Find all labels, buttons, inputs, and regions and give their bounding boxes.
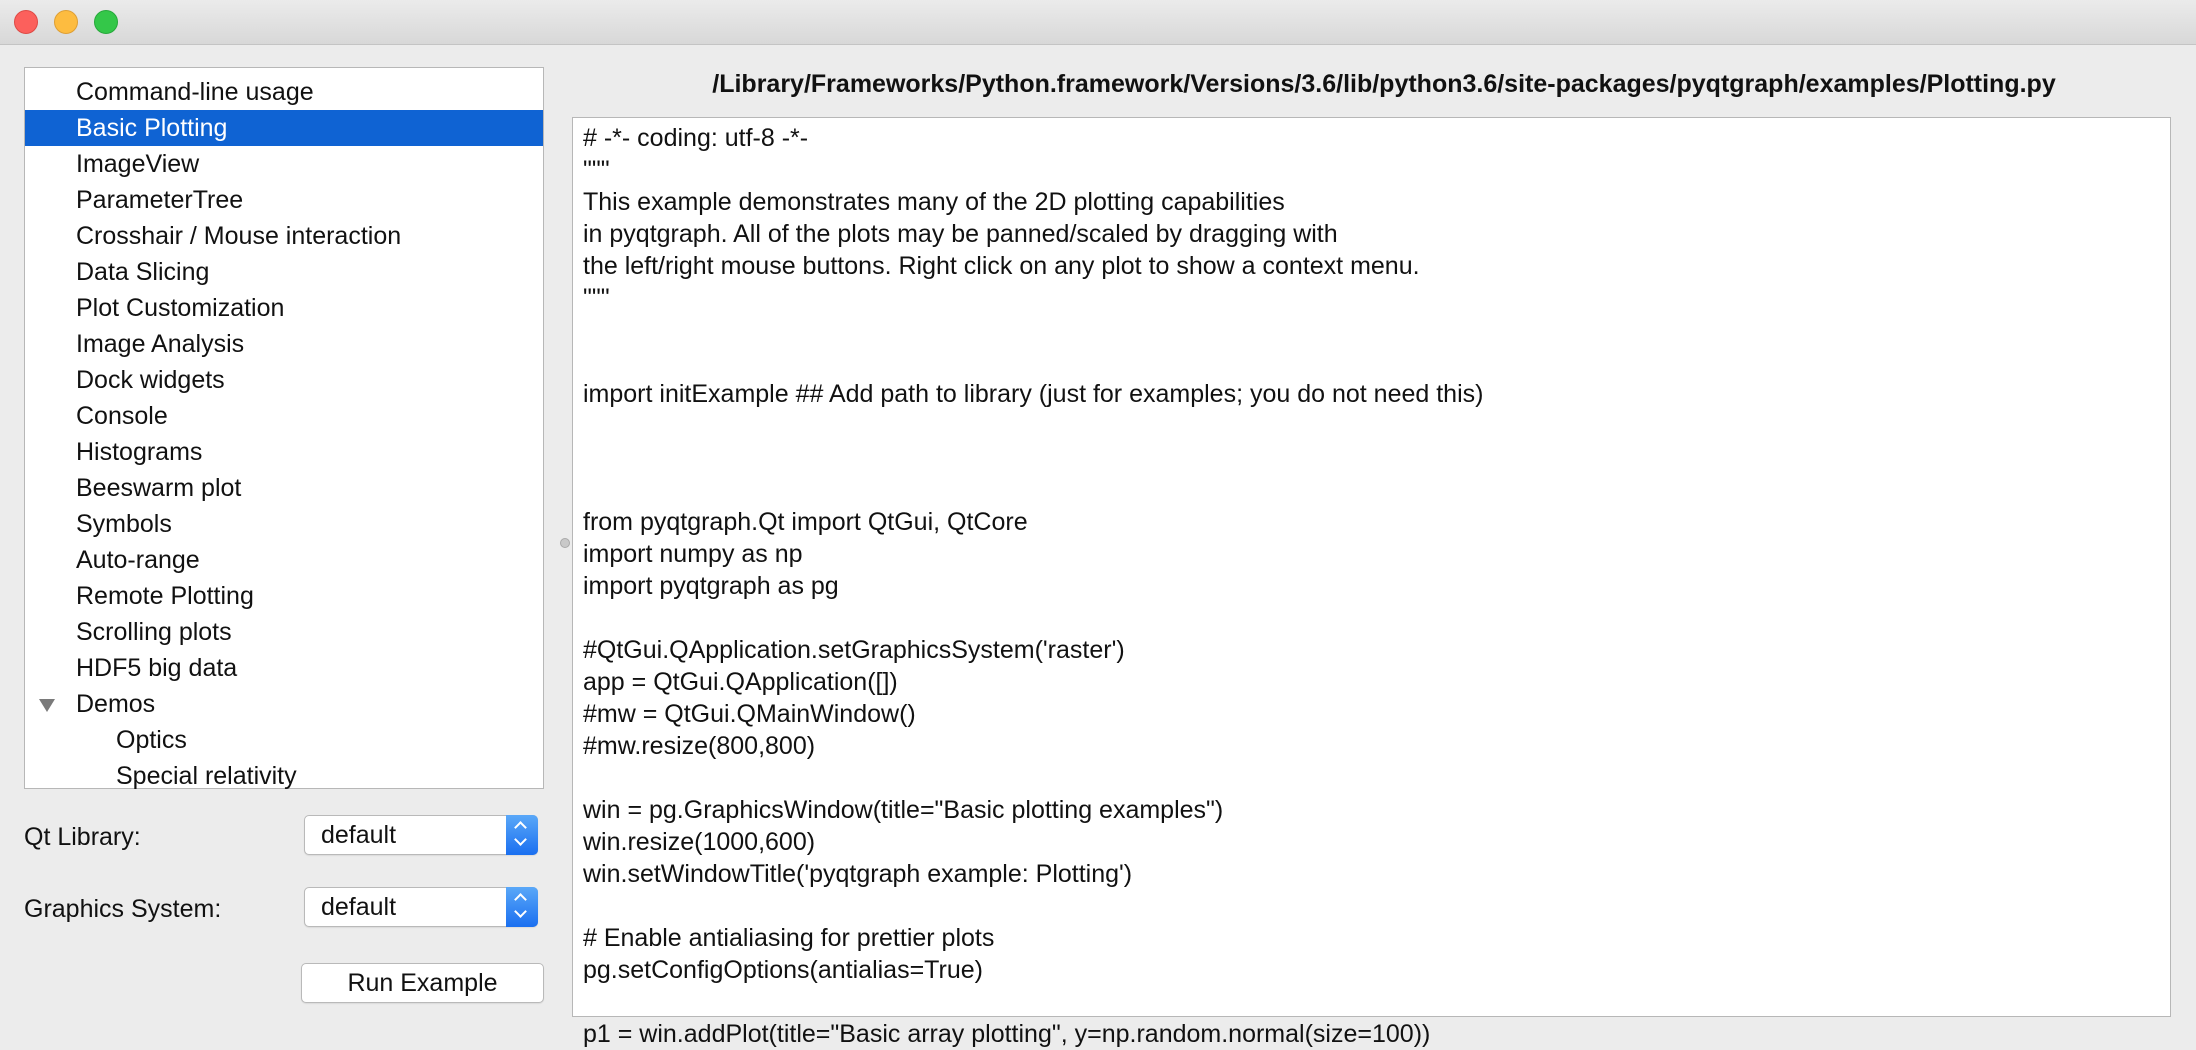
- select-arrows-icon[interactable]: [506, 815, 538, 855]
- code-line: """: [583, 284, 610, 312]
- tree-item[interactable]: [25, 74, 543, 110]
- tree-item-label: Command-line usage: [76, 78, 314, 106]
- tree-item[interactable]: [25, 506, 543, 542]
- minimize-window-button[interactable]: [54, 10, 78, 34]
- tree-item[interactable]: [25, 182, 543, 218]
- tree-item-label: Demos: [76, 690, 156, 718]
- tree-item[interactable]: [25, 686, 543, 722]
- file-path-label: /Library/Frameworks/Python.framework/Versions/3.6/lib/python3.6/site-packages/pyqtgraph/examples/Plotting.py: [712, 70, 2056, 98]
- title-bar: [0, 0, 2196, 45]
- tree-item[interactable]: [25, 290, 543, 326]
- code-line: This example demonstrates many of the 2D plotting capabilities: [583, 188, 1285, 216]
- code-line: win = pg.GraphicsWindow(title="Basic plotting examples"): [583, 796, 1224, 824]
- tree-item[interactable]: [25, 614, 543, 650]
- tree-item[interactable]: [25, 434, 543, 470]
- qt-library-label: Qt Library:: [24, 823, 141, 851]
- code-line: """: [583, 156, 610, 184]
- tree-item-label: Special relativity: [116, 762, 297, 790]
- tree-item[interactable]: [25, 146, 543, 182]
- tree-item[interactable]: [25, 254, 543, 290]
- tree-item-label: Data Slicing: [76, 258, 210, 286]
- tree-item-label: Histograms: [76, 438, 203, 466]
- tree-item[interactable]: [25, 722, 543, 758]
- tree-item[interactable]: [25, 470, 543, 506]
- code-line: win.setWindowTitle('pyqtgraph example: Plotting'): [583, 860, 1133, 888]
- tree-item[interactable]: [25, 758, 543, 794]
- code-line: the left/right mouse buttons. Right click on any plot to show a context menu.: [583, 252, 1420, 280]
- tree-item-label: Remote Plotting: [76, 582, 254, 610]
- close-window-button[interactable]: [14, 10, 38, 34]
- code-line: in pyqtgraph. All of the plots may be panned/scaled by dragging with: [583, 220, 1338, 248]
- code-line: import numpy as np: [583, 540, 803, 568]
- tree-item[interactable]: [25, 362, 543, 398]
- graphics-system-label: Graphics System:: [24, 895, 222, 923]
- code-line: #QtGui.QApplication.setGraphicsSystem('raster'): [583, 636, 1125, 664]
- tree-item-label: Console: [76, 402, 168, 430]
- code-line: pg.setConfigOptions(antialias=True): [583, 956, 983, 984]
- select-arrows-icon[interactable]: [506, 887, 538, 927]
- tree-item-label: Scrolling plots: [76, 618, 232, 646]
- code-line: # -*- coding: utf-8 -*-: [583, 124, 809, 152]
- example-tree[interactable]: [24, 67, 544, 789]
- tree-item[interactable]: [25, 110, 543, 146]
- tree-item[interactable]: [25, 398, 543, 434]
- code-line: import initExample ## Add path to library (just for examples; you do not need this): [583, 380, 1484, 408]
- code-line: #mw = QtGui.QMainWindow(): [583, 700, 916, 728]
- code-line: #mw.resize(800,800): [583, 732, 816, 760]
- qt-library-value: default: [321, 821, 397, 849]
- tree-item-label: ParameterTree: [76, 186, 244, 214]
- tree-item-label: Optics: [116, 726, 187, 754]
- tree-item[interactable]: [25, 650, 543, 686]
- splitter-handle[interactable]: [560, 538, 570, 548]
- code-line: from pyqtgraph.Qt import QtGui, QtCore: [583, 508, 1028, 536]
- code-line: app = QtGui.QApplication([]): [583, 668, 898, 696]
- zoom-window-button[interactable]: [94, 10, 118, 34]
- tree-item-label: Image Analysis: [76, 330, 245, 358]
- tree-item-label: Basic Plotting: [76, 114, 228, 142]
- code-editor[interactable]: [572, 117, 2171, 1048]
- tree-item-label: Symbols: [76, 510, 172, 538]
- tree-item-label: HDF5 big data: [76, 654, 238, 682]
- graphics-system-value: default: [321, 893, 397, 921]
- tree-item[interactable]: [25, 542, 543, 578]
- tree-item-label: Auto-range: [76, 546, 200, 574]
- tree-item-label: Crosshair / Mouse interaction: [76, 222, 402, 250]
- code-line: # Enable antialiasing for prettier plots: [583, 924, 995, 952]
- qt-library-select[interactable]: [304, 815, 538, 855]
- tree-item[interactable]: [25, 578, 543, 614]
- tree-item[interactable]: [25, 326, 543, 362]
- tree-item-label: Plot Customization: [76, 294, 285, 322]
- expand-arrow-icon[interactable]: [39, 699, 55, 712]
- tree-item-label: Beeswarm plot: [76, 474, 242, 502]
- code-line: import pyqtgraph as pg: [583, 572, 839, 600]
- code-line: p1 = win.addPlot(title="Basic array plotting", y=np.random.normal(size=100)): [583, 1020, 1431, 1048]
- graphics-system-select[interactable]: [304, 887, 538, 927]
- run-example-button[interactable]: Run Example: [301, 963, 544, 1003]
- tree-item[interactable]: [25, 218, 543, 254]
- tree-item-label: ImageView: [76, 150, 200, 178]
- code-line: win.resize(1000,600): [583, 828, 816, 856]
- tree-item-label: Dock widgets: [76, 366, 225, 394]
